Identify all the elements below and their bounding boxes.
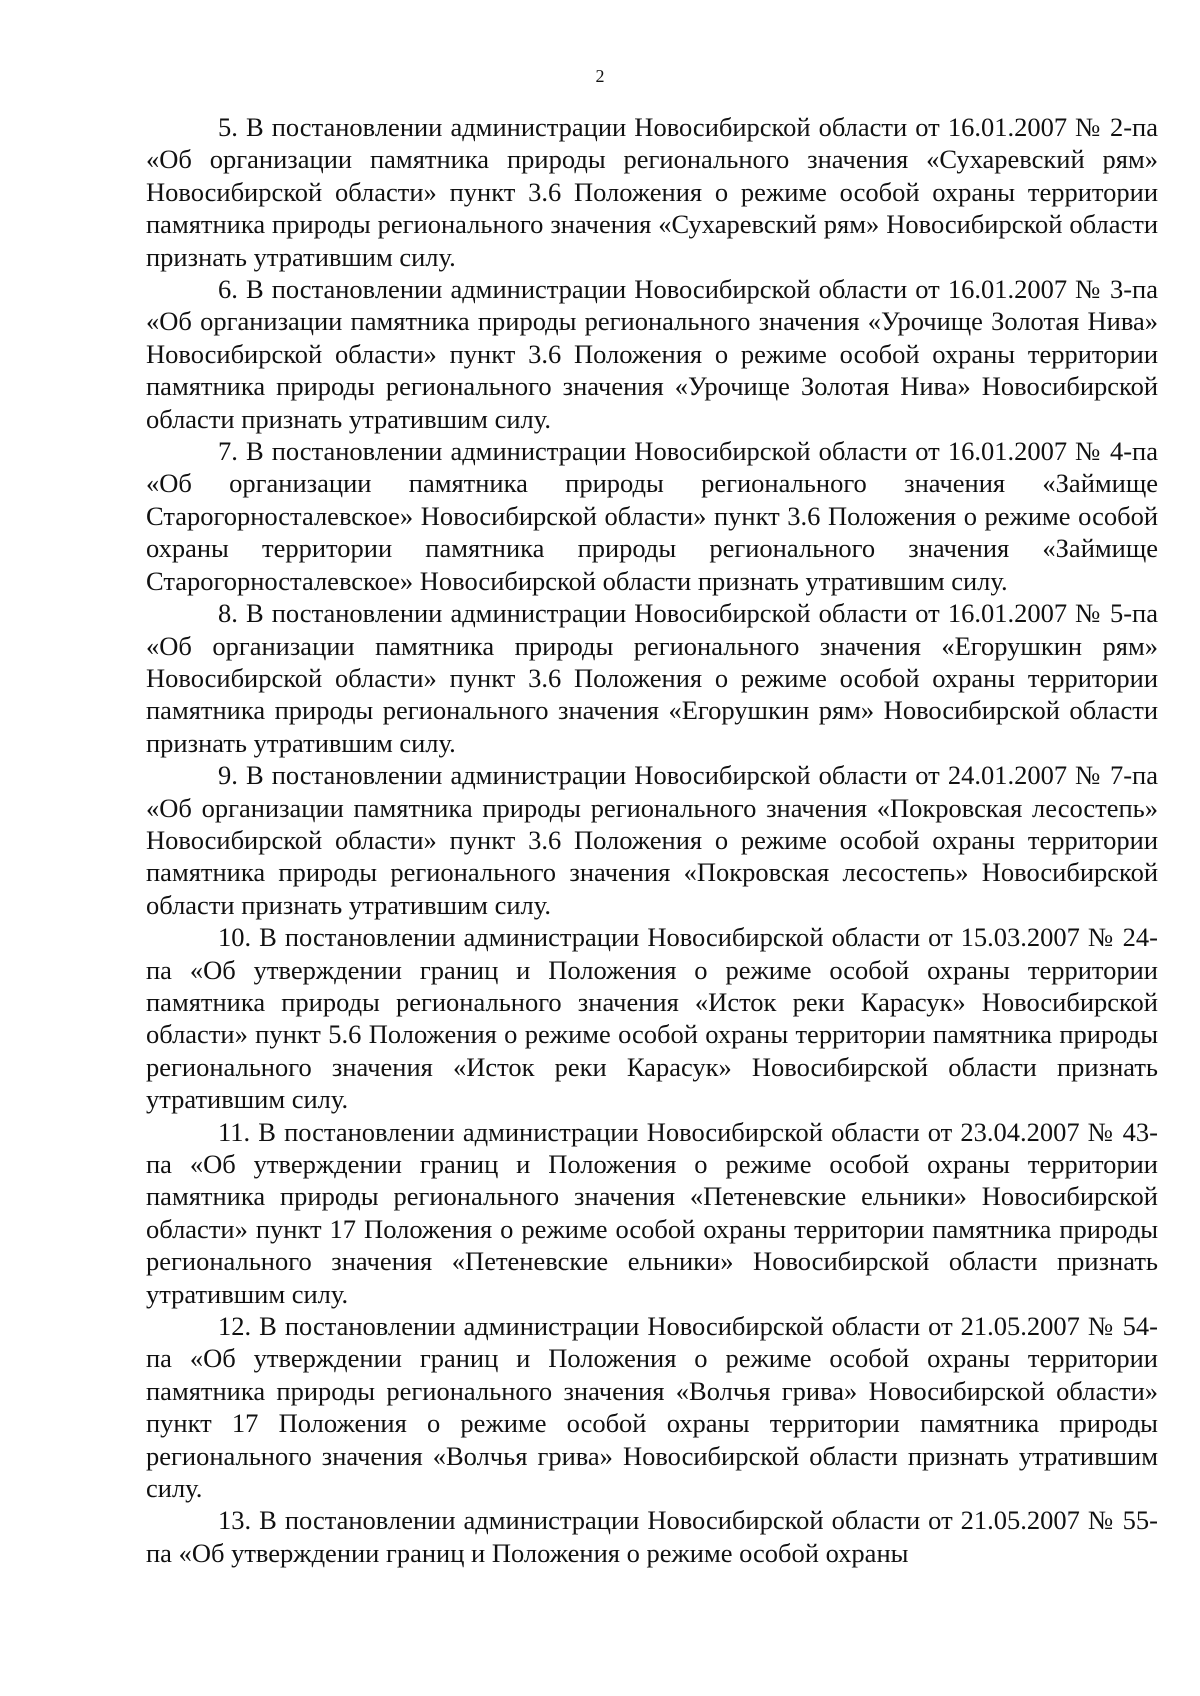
document-body — [146, 111, 1158, 1569]
paragraph-item-12: 12. В постановлении администрации Новосибирской области от 21.05.2007 № 54-па «Об утверждении границ и Положения о режиме особой охраны территории памятника природы регионального значения «Волчья грива» Новосибирской области» пункт 17 Положения о режиме особой охраны территории памятника природы регионального значения «Волчья грива» Новосибирской области признать утратившим силу. — [146, 1311, 1158, 1504]
paragraph-item-7: 7. В постановлении администрации Новосибирской области от 16.01.2007 № 4-па «Об организации памятника природы регионального значения «Займище Старогорносталевское» Новосибирской области» пункт 3.6 Положения о режиме особой охраны территории памятника природы регионального значения «Займище Старогорносталевское» Новосибирской области признать утратившим силу. — [146, 436, 1158, 596]
page-number: 2 — [595, 66, 605, 86]
paragraph-item-8: 8. В постановлении администрации Новосибирской области от 16.01.2007 № 5-па «Об организации памятника природы регионального значения «Егорушкин рям» Новосибирской области» пункт 3.6 Положения о режиме особой охраны территории памятника природы регионального значения «Егорушкин рям» Новосибирской области признать утратившим силу. — [146, 598, 1158, 758]
paragraph-item-11: 11. В постановлении администрации Новосибирской области от 23.04.2007 № 43-па «Об утверждении границ и Положения о режиме особой охраны территории памятника природы регионального значения «Петеневские ельники» Новосибирской области» пункт 17 Положения о режиме особой охраны территории памятника природы регионального значения «Петеневские ельники» Новосибирской области признать утратившим силу. — [146, 1116, 1158, 1309]
paragraph-item-6: 6. В постановлении администрации Новосибирской области от 16.01.2007 № 3-па «Об организации памятника природы регионального значения «Урочище Золотая Нива» Новосибирской области» пункт 3.6 Положения о режиме особой охраны территории памятника природы регионального значения «Урочище Золотая Нива» Новосибирской области признать утратившим силу. — [146, 274, 1158, 434]
paragraph-item-9: 9. В постановлении администрации Новосибирской области от 24.01.2007 № 7-па «Об организации памятника природы регионального значения «Покровская лесостепь» Новосибирской области» пункт 3.6 Положения о режиме особой охраны территории памятника природы регионального значения «Покровская лесостепь» Новосибирской области признать утратившим силу. — [146, 760, 1158, 920]
paragraph-item-13: 13. В постановлении администрации Новосибирской области от 21.05.2007 № 55-па «Об утверждении границ и Положения о режиме особой охраны — [146, 1505, 1158, 1568]
paragraph-item-5: 5. В постановлении администрации Новосибирской области от 16.01.2007 № 2-па «Об организации памятника природы регионального значения «Сухаревский рям» Новосибирской области» пункт 3.6 Положения о режиме особой охраны территории памятника природы регионального значения «Сухаревский рям» Новосибирской области признать утратившим силу. — [146, 112, 1158, 272]
paragraph-item-10: 10. В постановлении администрации Новосибирской области от 15.03.2007 № 24-па «Об утверждении границ и Положения о режиме особой охраны территории памятника природы регионального значения «Исток реки Карасук» Новосибирской области» пункт 5.6 Положения о режиме особой охраны территории памятника природы регионального значения «Исток реки Карасук» Новосибирской области признать утратившим силу. — [146, 922, 1158, 1115]
